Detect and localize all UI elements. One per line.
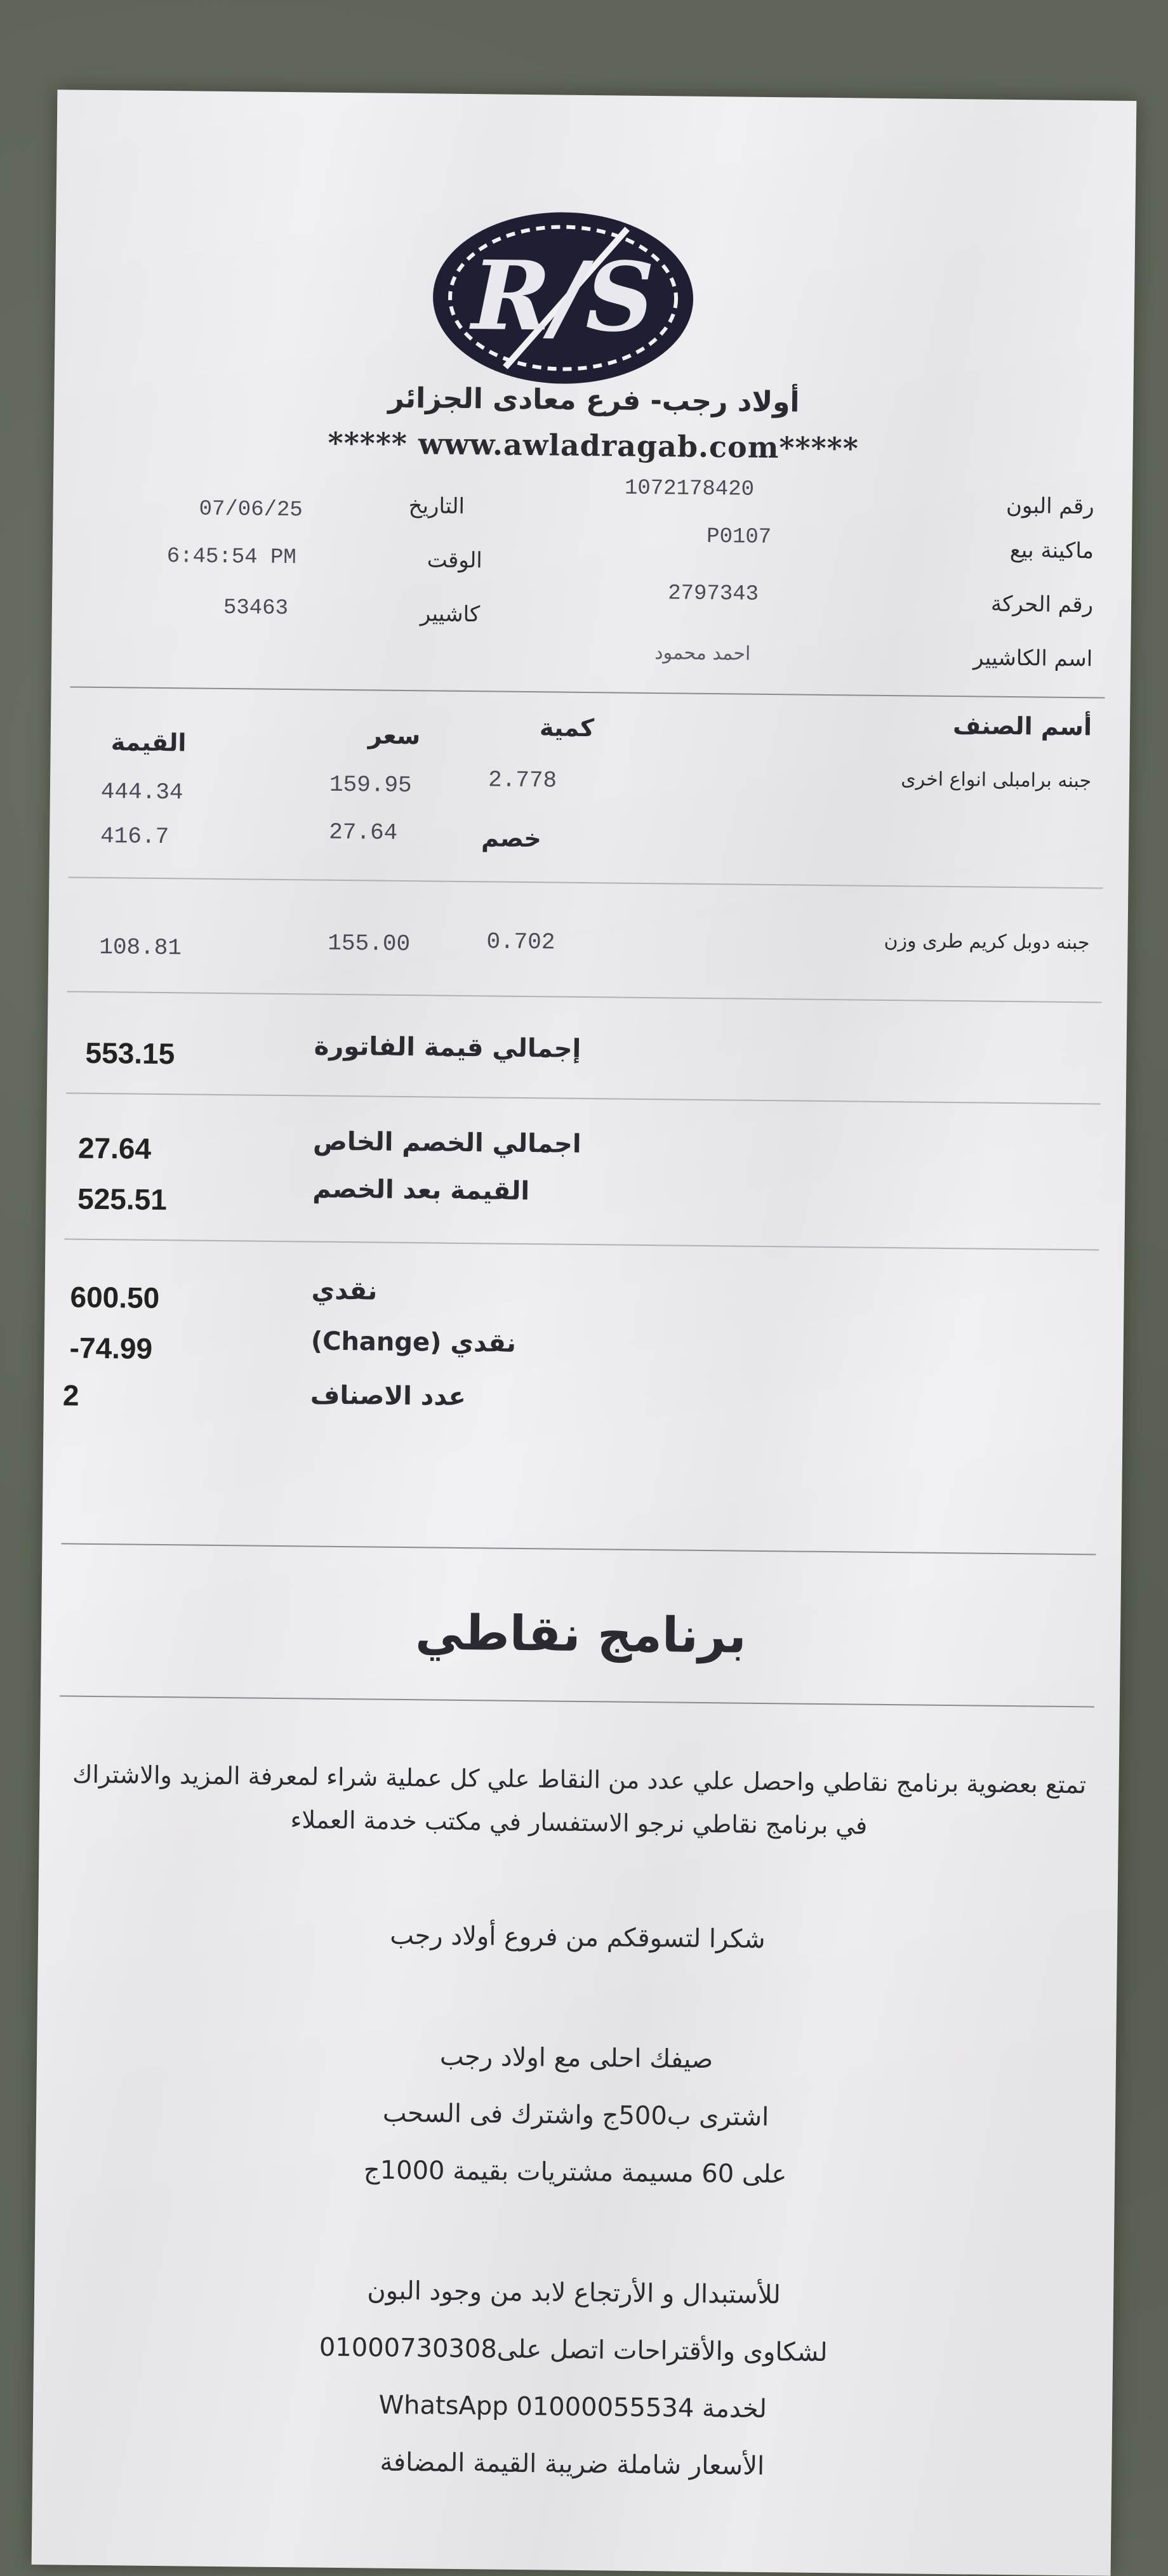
divider xyxy=(67,991,1102,1003)
col-item: أسم الصنف xyxy=(952,711,1092,741)
special-discount-label: اجمالي الخصم الخاص xyxy=(312,1126,581,1159)
items-count-label: عدد الاصناف xyxy=(310,1380,467,1412)
divider xyxy=(68,876,1103,888)
item-1-price: 159.95 xyxy=(329,771,412,799)
col-qty: كمية xyxy=(539,713,595,743)
promo-line-1: صيفك احلى مع اولاد رجب xyxy=(439,2042,713,2075)
machine-label: ماكينة بيع xyxy=(1009,537,1094,564)
invoice-total-label: إجمالي قيمة الفاتورة xyxy=(314,1031,581,1064)
item-2-qty: 0.702 xyxy=(486,928,555,956)
items-count: 2 xyxy=(62,1378,79,1412)
receipt xyxy=(32,89,1137,2576)
store-logo xyxy=(429,208,698,388)
store-branch: أولاد رجب- فرع معادى الجزائر xyxy=(387,381,800,419)
txn-value: 2797343 xyxy=(668,581,759,607)
machine-value: P0107 xyxy=(706,524,772,550)
item-1-value: 444.34 xyxy=(100,778,183,806)
item-1-discount-value: 416.7 xyxy=(100,822,169,850)
item-1-qty: 2.778 xyxy=(488,767,557,794)
col-value: القيمة xyxy=(110,728,187,757)
promo-line-2: اشترى ب500ج واشترك فى السحب xyxy=(382,2098,769,2132)
divider xyxy=(64,1238,1099,1250)
vat-note: الأسعار شاملة ضريبة القيمة المضافة xyxy=(380,2447,765,2481)
change-amount: -74.99 xyxy=(69,1331,153,1365)
item-1-discount-label: خصم xyxy=(481,824,542,853)
item-2-value: 108.81 xyxy=(99,934,182,961)
loyalty-title: برنامج نقاطي xyxy=(415,1604,747,1664)
divider xyxy=(70,686,1105,698)
divider xyxy=(60,1695,1094,1707)
cashier-name-label: اسم الكاشيير xyxy=(972,645,1093,672)
cash-paid: 600.50 xyxy=(70,1280,160,1314)
invoice-total: 553.15 xyxy=(85,1036,175,1071)
complaints-phone: لشكاوى والأقتراحات اتصل على01000730308 xyxy=(319,2332,828,2368)
cashier-name: احمد محمود xyxy=(654,642,751,665)
loyalty-text: تمتع بعضوية برنامج نقاطي واحصل علي عدد من النقاط علي كل عملية شراء لمعرفة المزيد والاشتراك في برنامج نقاطي نرجو الاستفسار في مكتب خدمة العملاء xyxy=(72,1760,1087,1840)
divider xyxy=(66,1092,1101,1104)
item-1-name: جبنه برامبلى انواع اخرى xyxy=(900,768,1092,793)
cash-label: نقدي xyxy=(311,1276,378,1306)
item-2-price: 155.00 xyxy=(328,930,411,958)
cashier-label: كاشيير xyxy=(420,601,481,628)
thanks-text: شكرا لتسوقكم من فروع أولاد رجب xyxy=(390,1920,766,1955)
whatsapp-number: لخدمة 01000055534 WhatsApp xyxy=(378,2390,767,2424)
receipt-no-label: رقم البون xyxy=(1005,492,1094,520)
change-label: نقدي (Change) xyxy=(310,1326,517,1358)
date-value: 07/06/25 xyxy=(199,497,303,523)
item-1-discount-amount: 27.64 xyxy=(329,819,398,846)
special-discount: 27.64 xyxy=(77,1131,152,1165)
promo-line-3: على 60 مسيمة مشتريات بقيمة 1000ج xyxy=(363,2155,787,2190)
time-label: الوقت xyxy=(427,547,482,574)
svg-text:R/S: R/S xyxy=(471,240,655,354)
txn-label: رقم الحركة xyxy=(990,591,1094,618)
store-website: ***** www.awladragab.com***** xyxy=(328,425,859,466)
returns-policy: للأستبدال و الأرتجاع لابد من وجود البون xyxy=(367,2276,781,2310)
after-discount-label: القيمة بعد الخصم xyxy=(312,1174,530,1206)
receipt-no: 1072178420 xyxy=(624,476,755,502)
after-discount: 525.51 xyxy=(77,1182,168,1217)
cashier-id: 53463 xyxy=(223,595,289,621)
col-price: سعر xyxy=(368,721,421,750)
item-2-name: جبنه دوبل كريم طرى وزن xyxy=(884,929,1090,954)
time-value: 6:45:54 PM xyxy=(166,545,297,571)
date-label: التاريخ xyxy=(408,493,465,519)
divider xyxy=(61,1543,1096,1555)
